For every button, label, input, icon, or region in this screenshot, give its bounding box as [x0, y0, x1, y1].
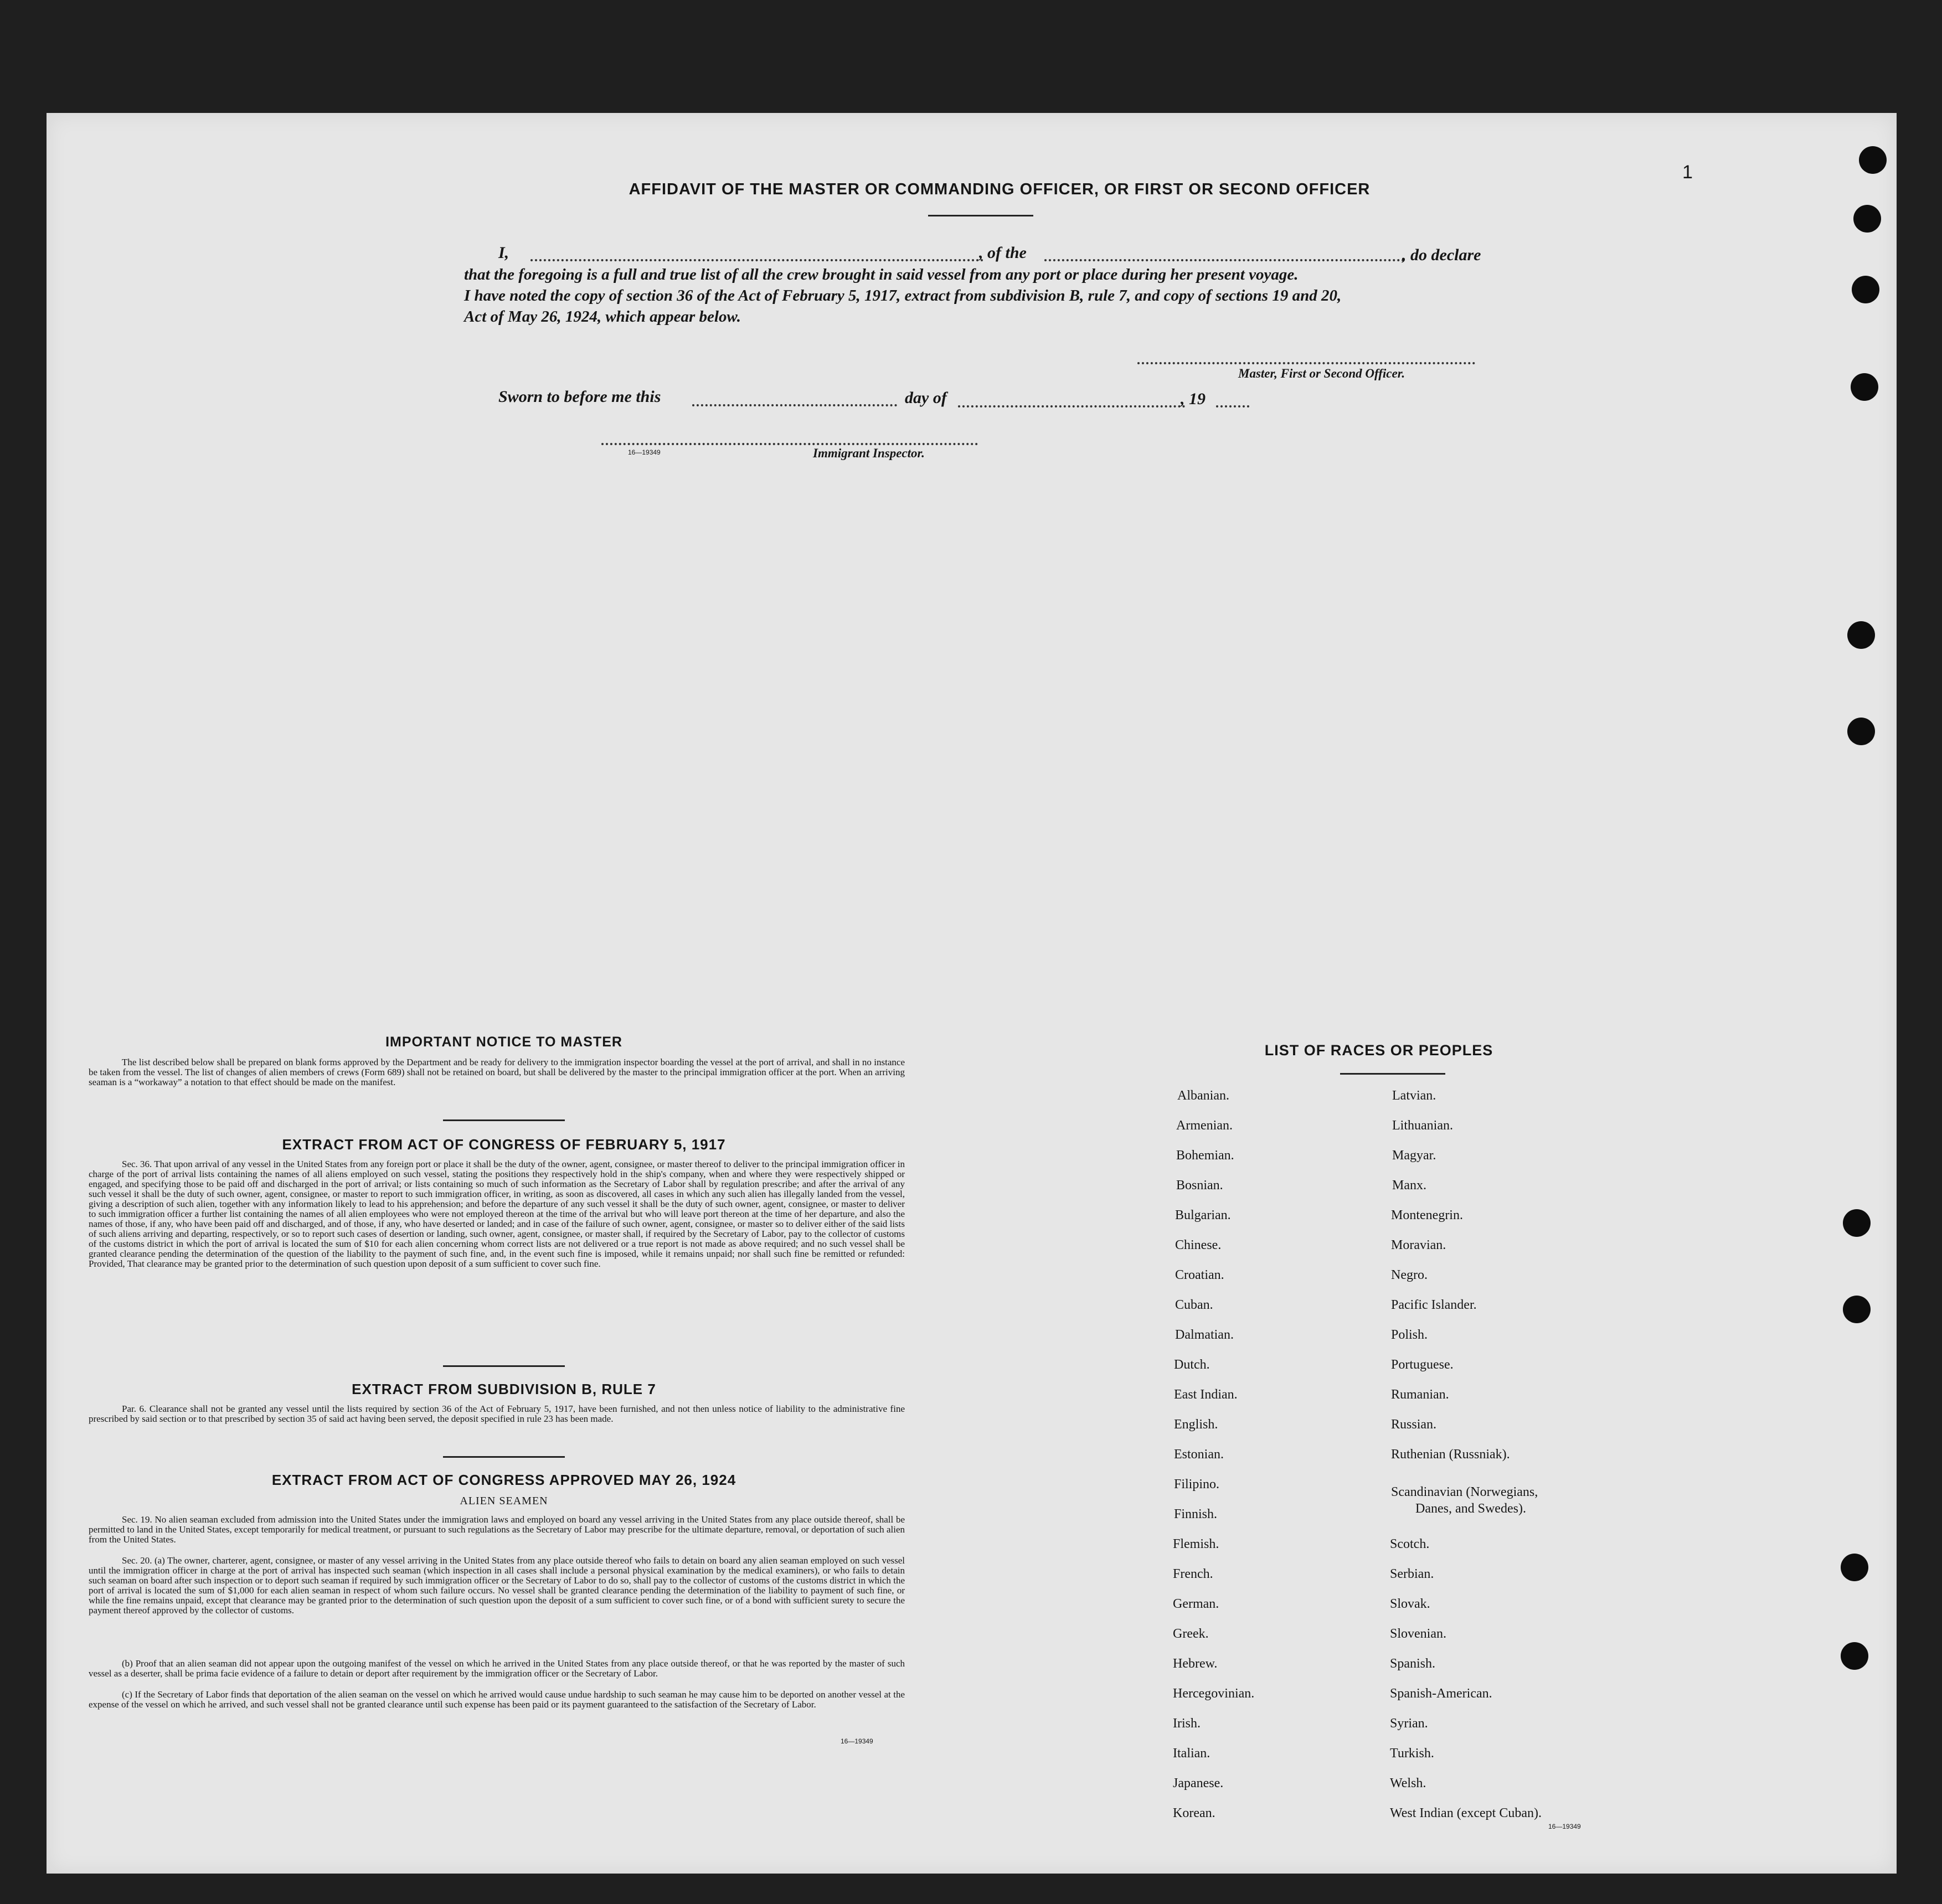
race-left-item: Armenian.	[1176, 1118, 1233, 1133]
punch-hole	[1851, 373, 1878, 401]
race-left-item: East Indian.	[1174, 1387, 1238, 1402]
races-rule	[1340, 1073, 1445, 1075]
race-right-item: Negro.	[1391, 1268, 1428, 1282]
race-right-item: Danes, and Swedes).	[1415, 1501, 1526, 1516]
punch-hole	[1859, 146, 1887, 174]
race-right-item: Magyar.	[1392, 1148, 1436, 1163]
race-left-item: Bosnian.	[1176, 1178, 1223, 1193]
form-number-right: 16—19349	[1548, 1823, 1581, 1830]
extract-1917-rule	[443, 1365, 565, 1367]
affidavit-line-4: Act of May 26, 1924, which appear below.	[464, 308, 741, 326]
vessel-blank[interactable]	[1044, 259, 1404, 261]
punch-hole	[1841, 1554, 1868, 1581]
race-left-item: Filipino.	[1174, 1477, 1220, 1492]
race-right-item: Montenegrin.	[1391, 1208, 1463, 1222]
page-number-mark: 1	[1682, 162, 1693, 183]
race-right-item: West Indian (except Cuban).	[1390, 1806, 1542, 1820]
sworn-day-label: day of	[905, 389, 947, 407]
sworn-prefix: Sworn to before me this	[498, 388, 661, 406]
race-right-item: Portuguese.	[1391, 1358, 1454, 1372]
race-left-item: Finnish.	[1174, 1507, 1218, 1521]
inspector-signature-line[interactable]	[601, 443, 978, 445]
form-number-top: 16—19349	[628, 448, 661, 456]
race-right-item: Turkish.	[1390, 1746, 1434, 1761]
race-right-item: Moravian.	[1391, 1238, 1446, 1252]
race-left-item: Japanese.	[1173, 1776, 1224, 1791]
race-right-item: Scotch.	[1390, 1537, 1430, 1551]
extract-1924-title: EXTRACT FROM ACT OF CONGRESS APPROVED MAY 26, 1924	[271, 1472, 736, 1488]
race-left-item: Korean.	[1173, 1806, 1215, 1820]
form-number-left: 16—19349	[841, 1737, 873, 1745]
notice-rule	[443, 1119, 565, 1121]
race-left-item: Croatian.	[1175, 1268, 1224, 1282]
punch-hole	[1847, 621, 1875, 649]
race-left-item: Albanian.	[1177, 1088, 1229, 1103]
race-right-item: Spanish-American.	[1390, 1686, 1492, 1701]
name-blank[interactable]	[530, 259, 983, 261]
extract-rule7-text: Par. 6. Clearance shall not be granted any vessel until the lists required by section 36 of the Act of February 5, 1917, have been furnished, and not then unless notice of liability to the administrative fine prescribed by said section or to that prescribed by section 35 of said act having been served, the deposit specified in rule 23 has been made.	[89, 1404, 905, 1424]
race-right-item: Spanish.	[1390, 1657, 1436, 1671]
race-left-item: Hebrew.	[1173, 1657, 1218, 1671]
race-left-item: Estonian.	[1174, 1447, 1224, 1462]
race-right-item: Scandinavian (Norwegians,	[1391, 1485, 1538, 1499]
races-title: LIST OF RACES OR PEOPLES	[1264, 1042, 1493, 1059]
race-left-item: Italian.	[1173, 1746, 1210, 1761]
race-right-item: Manx.	[1392, 1178, 1426, 1193]
master-signature-label: Master, First or Second Officer.	[1238, 367, 1405, 380]
race-right-item: Slovak.	[1390, 1597, 1430, 1611]
race-right-item: Welsh.	[1390, 1776, 1426, 1791]
sworn-year-label: , 19	[1181, 390, 1206, 408]
extract-1924-sec19: Sec. 19. No alien seaman excluded from admission into the United States under the immigration laws and employed on board any vessel arriving in the United States from any place outside thereof, shall be permitted to land in the United States, except temporarily for medical treatment, or pursuant to such regulations as the Secretary of Labor may prescribe for the ultimate departure, removal, or deportation of such alien from the United States.	[89, 1514, 905, 1545]
race-right-item: Syrian.	[1390, 1716, 1428, 1731]
race-right-item: Slovenian.	[1390, 1627, 1446, 1641]
extract-1917-title: EXTRACT FROM ACT OF CONGRESS OF FEBRUARY 5, 1917	[282, 1136, 726, 1153]
sworn-day-blank[interactable]	[692, 404, 897, 406]
race-left-item: Dutch.	[1174, 1358, 1210, 1372]
affidavit-i: I,	[498, 244, 509, 262]
extract-1924-sec20c: (c) If the Secretary of Labor finds that deportation of the alien seaman on the vessel on which he arrived would cause undue hardship to such seaman he may cause him to be deported on another vessel at the expense of the vessel on which he arrived, and such vessel shall not be granted clearance until such expense has been paid or its payment guaranteed to the satisfaction of the Secretary of Labor.	[89, 1689, 905, 1710]
master-signature-line[interactable]	[1137, 362, 1475, 364]
affidavit-line-2: that the foregoing is a full and true list of all the crew brought in said vessel from any port or place during her present voyage.	[464, 266, 1299, 283]
inspector-label: Immigrant Inspector.	[813, 446, 925, 460]
race-right-item: Ruthenian (Russniak).	[1391, 1447, 1510, 1462]
race-left-item: Cuban.	[1175, 1298, 1213, 1312]
race-left-item: French.	[1173, 1567, 1213, 1581]
race-left-item: German.	[1173, 1597, 1219, 1611]
punch-hole	[1843, 1296, 1871, 1323]
race-left-item: Chinese.	[1175, 1238, 1222, 1252]
race-left-item: Greek.	[1173, 1627, 1209, 1641]
affidavit-declare: , do declare	[1402, 246, 1481, 264]
punch-hole	[1853, 205, 1881, 233]
race-right-item: Latvian.	[1392, 1088, 1436, 1103]
notice-title: IMPORTANT NOTICE TO MASTER	[385, 1034, 622, 1050]
race-right-item: Polish.	[1391, 1328, 1428, 1342]
race-left-item: Hercegovinian.	[1173, 1686, 1255, 1701]
punch-hole	[1841, 1642, 1868, 1670]
race-left-item: Bohemian.	[1176, 1148, 1234, 1163]
race-left-item: Bulgarian.	[1175, 1208, 1231, 1222]
affidavit-of-the: , of the	[979, 244, 1027, 262]
punch-hole	[1852, 276, 1879, 303]
title-rule	[928, 215, 1033, 216]
race-right-item: Pacific Islander.	[1391, 1298, 1477, 1312]
race-right-item: Russian.	[1391, 1417, 1437, 1432]
extract-1924-sec20a: Sec. 20. (a) The owner, charterer, agent, consignee, or master of any vessel arriving in the United States from any place outside thereof who fails to detain on board any alien seaman employed on such vessel until the immigration officer in charge at the port of arrival has inspected such seaman (which inspection in all cases shall include a personal physical examination by the medical examiners), or who fails to detain such seaman on board after such inspection or to deport such seaman if required by such immigration officer or the Secretary of Labor to do so, shall pay to the collector of customs of the customs district in which the port of arrival is located the sum of $1,000 for each alien seaman in respect of whom such failure occurs. No vessel shall be granted clearance pending the determination of the liability to payment of such fine, or while the fine remains unpaid, except that clearance may be granted prior to the determination of such question upon the deposit of a sum sufficient to cover such fine, or of a bond with sufficient surety to secure the payment thereof approved by the collector of customs.	[89, 1555, 905, 1616]
race-left-item: Irish.	[1173, 1716, 1201, 1731]
extract-1924-sec20b: (b) Proof that an alien seaman did not appear upon the outgoing manifest of the vessel on which he arrived in the United States from any place outside thereof, or that he was reported by the master of such vessel as a deserter, shall be prima facie evidence of a failure to detain or deport after requirement by the immigration officer or the Secretary of Labor.	[89, 1658, 905, 1679]
sworn-year-blank[interactable]	[1216, 405, 1249, 407]
extract-rule7-title: EXTRACT FROM SUBDIVISION B, RULE 7	[352, 1381, 656, 1397]
race-right-item: Lithuanian.	[1392, 1118, 1453, 1133]
sworn-month-blank[interactable]	[958, 405, 1185, 407]
race-left-item: Flemish.	[1173, 1537, 1219, 1551]
race-left-item: Dalmatian.	[1175, 1328, 1234, 1342]
punch-hole	[1847, 718, 1875, 745]
race-left-item: English.	[1174, 1417, 1218, 1432]
notice-text: The list described below shall be prepared on blank forms approved by the Department and be ready for delivery to the immigration inspector boarding the vessel at the port of arrival, and shall in no instance be taken from the vessel. The list of changes of alien members of crews (Form 689) shall not be retained on board, but shall be delivered by the master to the principal immigration officer at the port. When an arriving seaman is a “workaway” a notation to that effect should be made on the manifest.	[89, 1057, 905, 1087]
extract-1924-subtitle: ALIEN SEAMEN	[460, 1495, 548, 1507]
punch-hole	[1843, 1209, 1871, 1237]
affidavit-title: AFFIDAVIT OF THE MASTER OR COMMANDING OFFICER, OR FIRST OR SECOND OFFICER	[629, 180, 1371, 198]
affidavit-line-3: I have noted the copy of section 36 of the Act of February 5, 1917, extract from subdivision B, rule 7, and copy of sections 19 and 20,	[464, 287, 1342, 305]
extract-rule7-rule	[443, 1456, 565, 1458]
extract-1917-text: Sec. 36. That upon arrival of any vessel in the United States from any foreign port or place it shall be the duty of the owner, agent, consignee, or master thereof to deliver to the principal immigration officer in charge of the port of arrival lists containing the names of all aliens employed on such vessel, stating the positions they respectively hold in the ship's company, when and where they were respectively shipped or engaged, and specifying those to be paid off and discharged in the port of arrival; or lists containing so much of such information as the Secretary of Labor shall by regulation prescribe; and after the arrival of any such vessel it shall be the duty of such owner, agent, consignee, or master to report to such immigration officer, in writing, as soon as discovered, all cases in which any such alien has illegally landed from the vessel, giving a description of such alien, together with any information likely to lead to his apprehension; and before the departure of any such vessel it shall be the duty of such owner, agent, consignee, or master to deliver to such immigration officer a further list containing the names of all alien employees who were not employed thereon at the time of the arrival but who will leave port thereon at the time of her departure, and also the names of those, if any, who have been paid off and discharged, and of those, if any, who have deserted or landed; and in case of the failure of such owner, agent, consignee, or master so to deliver either of the said lists of such aliens arriving and departing, respectively, or so to report such cases of desertion or landing, such owner, agent, consignee, or master shall, if required by the Secretary of Labor, pay to the collector of customs of the customs district in which the port of arrival is located the sum of $10 for each alien concerning whom correct lists are not delivered or a true report is not made as above required; and no such vessel shall be granted clearance pending the determination of the question of the liability to the payment of such fine, and, in the event such fine is imposed, while it remains unpaid; nor shall such fine be remitted or refunded: Provided, That clearance may be granted prior to the determination of such question upon deposit of a sum sufficient to cover such fine.	[89, 1159, 905, 1269]
race-right-item: Rumanian.	[1391, 1387, 1449, 1402]
race-right-item: Serbian.	[1390, 1567, 1434, 1581]
